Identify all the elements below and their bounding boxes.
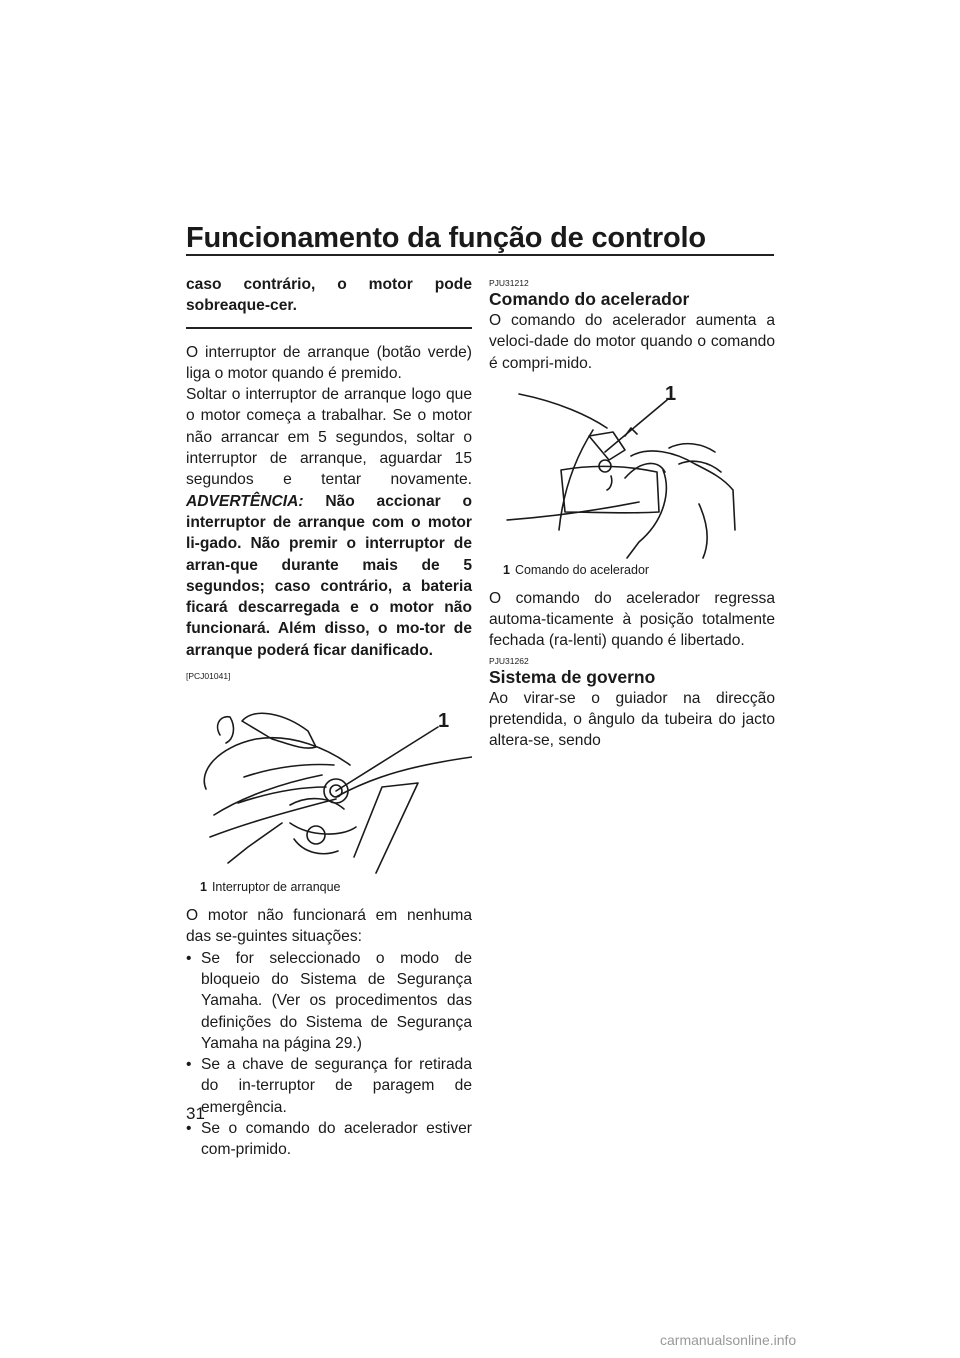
warning-label: ADVERTÊNCIA: xyxy=(186,492,304,510)
paragraph-start-switch: O interruptor de arranque (botão verde) liga o motor quando é premido. xyxy=(186,343,472,382)
title-rule xyxy=(186,254,774,256)
figure-caption xyxy=(200,879,472,895)
paragraph-throttle: O comando do acelerador aumenta a veloci-dade do motor quando o comando é compri-mido. xyxy=(489,312,775,372)
caption-number: 1 xyxy=(200,880,207,895)
section-title-steering: Sistema de governo xyxy=(489,666,656,687)
warning-end-rule xyxy=(186,327,472,329)
caption-number: 1 xyxy=(503,562,510,577)
start-switch-illustration xyxy=(186,687,472,877)
figure-caption xyxy=(503,562,775,578)
caution-code: [PCJ01041] xyxy=(186,671,231,682)
warning-continuation: caso contrário, o motor pode sobreaque-cer. xyxy=(186,276,472,315)
list-item: • Se for seleccionado o modo de bloqueio do Sistema de Segurança Yamaha. (Ver os procedimentos das definições do Sistema de Segurança Yamaha na página 29.) xyxy=(186,948,472,1054)
paragraph-release-switch xyxy=(186,384,472,661)
section-code: PJU31262 xyxy=(489,655,529,666)
caption-text: Comando do acelerador xyxy=(514,562,650,577)
paragraph-conditions: O motor não funcionará em nenhuma das se-guintes situações: xyxy=(186,907,472,946)
figure-callout-label: 1 xyxy=(438,710,450,733)
watermark: carmanualsonline.info xyxy=(660,1332,797,1348)
release-instructions: Soltar o interruptor de arranque logo que o motor começa a trabalhar. Se o motor não arrancar em 5 segundos, soltar o interruptor de arranque, aguardar 15 segundos e tentar novamente. xyxy=(186,386,472,489)
paragraph-steering: Ao virar-se o guiador na direcção pretendida, o ângulo da tubeira do jacto altera-se, sendo xyxy=(489,689,775,750)
section-code: PJU31212 xyxy=(489,278,529,288)
conditions-list xyxy=(186,948,472,1161)
throttle-lever-illustration xyxy=(489,380,775,560)
warning-text: Não accionar o interruptor de arranque com o motor li-gado. Não premir o interruptor de arran-que durante mais de 5 segundos; caso contrário, a bateria ficará descarregada e o motor não funcionará. Além disso, o mo-tor de arranque poderá ficar danificado. xyxy=(186,492,472,659)
caption-text: Interruptor de arranque xyxy=(211,880,341,895)
right-column xyxy=(489,274,775,752)
figure-callout-label: 1 xyxy=(665,382,677,405)
page-number: 31 xyxy=(186,1104,205,1123)
page-title: Funcionamento da função de controlo xyxy=(186,222,706,254)
list-item: • Se o comando do acelerador estiver com-primido. xyxy=(186,1118,472,1161)
left-column xyxy=(186,274,472,1161)
list-item: • Se a chave de segurança for retirada do in-terruptor de paragem de emergência. xyxy=(186,1054,472,1118)
paragraph-throttle-return: O comando do acelerador regressa automa-ticamente à posição totalmente fechada (ra-lenti) quando é libertado. xyxy=(489,589,775,650)
section-title-throttle: Comando do acelerador xyxy=(489,289,690,309)
